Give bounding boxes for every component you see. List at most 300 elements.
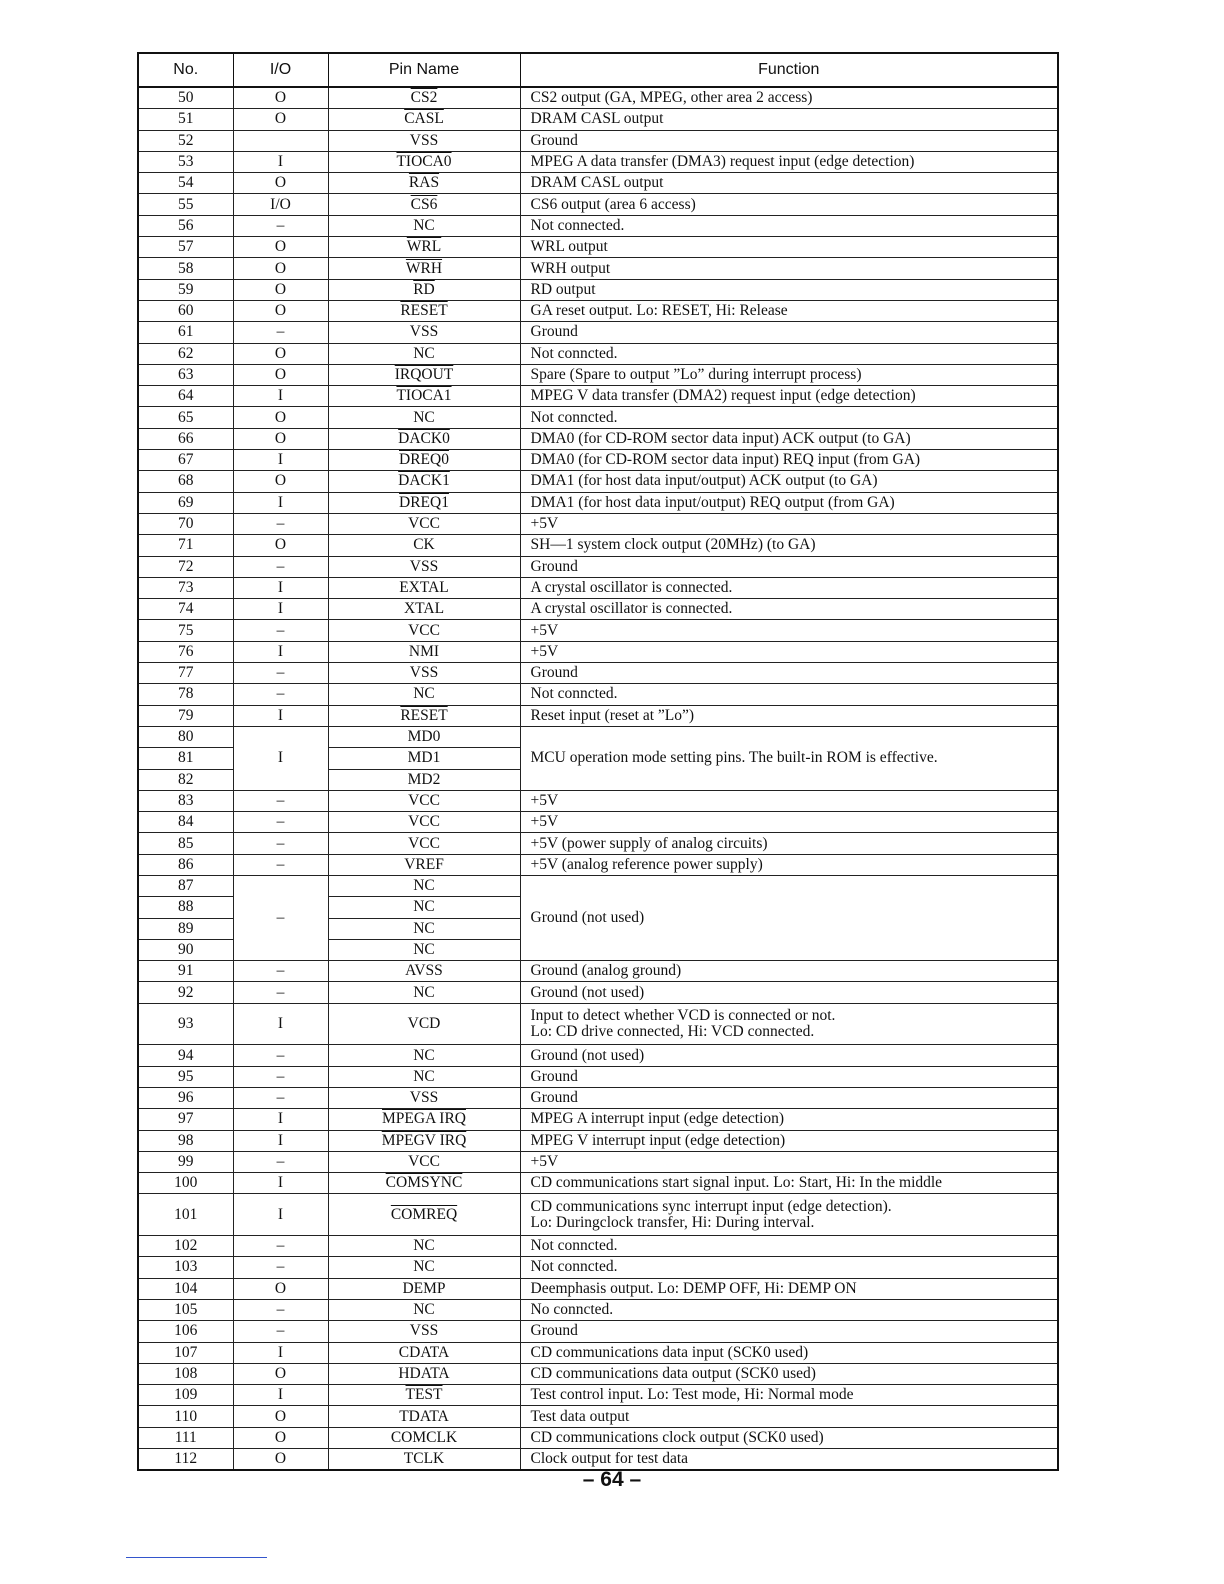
table-row — [138, 1321, 1058, 1342]
pin-name-text: MD0 — [407, 728, 441, 746]
pin-name — [328, 641, 520, 662]
row-number: 110 — [138, 1406, 233, 1427]
table-row — [138, 1045, 1058, 1066]
function-cell: +5V (power supply of analog circuits) — [520, 833, 1058, 854]
table-row — [138, 556, 1058, 577]
pin-name-text: NC — [413, 408, 435, 426]
pin-name — [328, 939, 520, 960]
row-number: 97 — [138, 1109, 233, 1130]
pin-name — [328, 87, 520, 109]
function-cell: MPEG A interrupt input (edge detection) — [520, 1109, 1058, 1130]
function-cell: +5V — [520, 641, 1058, 662]
pin-name-text: COMREQ — [390, 1205, 458, 1223]
io-cell: – — [233, 556, 328, 577]
pin-name-text: TIOCA1 — [396, 387, 452, 405]
function-cell: Not conncted. — [520, 1236, 1058, 1257]
io-cell: I — [233, 1003, 328, 1045]
table-row — [138, 961, 1058, 982]
pin-name — [328, 1173, 520, 1194]
row-number: 95 — [138, 1066, 233, 1087]
pin-name — [328, 1299, 520, 1320]
io-cell: I — [233, 1194, 328, 1236]
table-row — [138, 1236, 1058, 1257]
table-row — [138, 875, 1058, 896]
pin-name — [328, 194, 520, 215]
pin-name-text: NC — [413, 216, 435, 234]
function-cell: MPEG V data transfer (DMA2) request input (edge detection) — [520, 386, 1058, 407]
table-row — [138, 1342, 1058, 1363]
io-cell: – — [233, 812, 328, 833]
pin-name — [328, 258, 520, 279]
pin-name — [328, 300, 520, 321]
pin-name-text: DREQ0 — [399, 451, 449, 469]
function-cell: Not connected. — [520, 215, 1058, 236]
pin-name-text: NC — [413, 1258, 435, 1276]
pin-name — [328, 492, 520, 513]
row-number: 69 — [138, 492, 233, 513]
pin-name-text: IRQOUT — [394, 366, 454, 383]
pin-name — [328, 897, 520, 918]
pin-name — [328, 1257, 520, 1278]
row-number: 92 — [138, 982, 233, 1003]
pin-name-text: NC — [413, 1046, 435, 1064]
pin-name — [328, 151, 520, 172]
pin-name-text: CK — [413, 536, 435, 554]
function-cell: GA reset output. Lo: RESET, Hi: Release — [520, 300, 1058, 321]
row-number: 66 — [138, 428, 233, 449]
row-number: 94 — [138, 1045, 233, 1066]
pin-name-text: CDATA — [398, 1343, 450, 1361]
table-row — [138, 215, 1058, 236]
pin-name-text: VCC — [408, 834, 440, 852]
function-cell: Clock output for test data — [520, 1449, 1058, 1471]
pin-name — [328, 812, 520, 833]
pin-name-text: VSS — [409, 1089, 439, 1107]
function-cell: No conncted. — [520, 1299, 1058, 1320]
pin-name — [328, 109, 520, 130]
function-cell: RD output — [520, 279, 1058, 300]
table-row — [138, 1427, 1058, 1448]
pin-name — [328, 1321, 520, 1342]
table-row — [138, 364, 1058, 385]
header-function: Function — [520, 53, 1058, 87]
pin-name — [328, 450, 520, 471]
pin-name-text: VCC — [408, 515, 440, 533]
function-cell: +5V — [520, 812, 1058, 833]
pin-name — [328, 790, 520, 811]
function-cell: MCU operation mode setting pins. The built-in ROM is effective. — [520, 726, 1058, 790]
header-io: I/O — [233, 53, 328, 87]
io-cell: O — [233, 471, 328, 492]
pin-name — [328, 705, 520, 726]
pin-name — [328, 599, 520, 620]
pin-name-text: VCC — [408, 813, 440, 831]
table-row — [138, 513, 1058, 534]
pin-name — [328, 1003, 520, 1045]
pin-name — [328, 1194, 520, 1236]
row-number: 103 — [138, 1257, 233, 1278]
pin-name — [328, 918, 520, 939]
pin-name — [328, 1385, 520, 1406]
row-number: 68 — [138, 471, 233, 492]
io-cell: O — [233, 407, 328, 428]
function-cell: DMA1 (for host data input/output) REQ output (from GA) — [520, 492, 1058, 513]
pin-name-text: MPEGA IRQ — [382, 1110, 466, 1128]
pin-name-text: VSS — [409, 1322, 439, 1340]
function-line-2: Lo: CD drive connected, Hi: VCD connected. — [530, 1023, 815, 1041]
table-row — [138, 663, 1058, 684]
io-cell: – — [233, 1321, 328, 1342]
pin-name — [328, 322, 520, 343]
pin-name-text: XTAL — [403, 600, 445, 618]
row-number: 93 — [138, 1003, 233, 1045]
io-cell: – — [233, 1236, 328, 1257]
pin-name — [328, 1109, 520, 1130]
pin-name-text: NC — [413, 877, 435, 895]
table-row — [138, 300, 1058, 321]
pin-name-text: COMCLK — [390, 1428, 458, 1446]
pin-name — [328, 1342, 520, 1363]
pin-name — [328, 1087, 520, 1108]
table-row — [138, 1130, 1058, 1151]
pin-name — [328, 513, 520, 534]
function-cell: CS6 output (area 6 access) — [520, 194, 1058, 215]
table-row — [138, 1194, 1058, 1236]
row-number: 73 — [138, 577, 233, 598]
row-number: 79 — [138, 705, 233, 726]
io-cell: O — [233, 109, 328, 130]
function-line-1: Input to detect whether VCD is connected or not. — [530, 1007, 836, 1025]
pin-name-text: TCLK — [403, 1450, 445, 1468]
row-number: 65 — [138, 407, 233, 428]
function-line-1: CD communications sync interrupt input (edge detection). — [530, 1197, 892, 1215]
pin-name — [328, 386, 520, 407]
row-number: 53 — [138, 151, 233, 172]
row-number: 86 — [138, 854, 233, 875]
row-number: 70 — [138, 513, 233, 534]
table-row — [138, 599, 1058, 620]
function-cell: WRL output — [520, 237, 1058, 258]
pin-name-text: VSS — [409, 323, 439, 341]
pin-name — [328, 684, 520, 705]
table-row — [138, 194, 1058, 215]
function-cell: CD communications data input (SCK0 used) — [520, 1342, 1058, 1363]
pin-name — [328, 620, 520, 641]
table-row — [138, 279, 1058, 300]
io-cell: – — [233, 961, 328, 982]
table-row — [138, 109, 1058, 130]
table-row — [138, 237, 1058, 258]
pin-name — [328, 833, 520, 854]
row-number: 72 — [138, 556, 233, 577]
io-cell: O — [233, 364, 328, 385]
pin-name-text: CS2 — [410, 89, 438, 107]
function-cell: CD communications data output (SCK0 used) — [520, 1363, 1058, 1384]
io-cell: – — [233, 1257, 328, 1278]
function-cell: Not conncted. — [520, 407, 1058, 428]
pin-name-text: $\overline{WRL}$ — [406, 238, 442, 256]
pin-name — [328, 961, 520, 982]
row-number: 91 — [138, 961, 233, 982]
pin-name — [328, 471, 520, 492]
function-cell: Not conncted. — [520, 684, 1058, 705]
function-cell: DMA1 (for host data input/output) ACK output (to GA) — [520, 471, 1058, 492]
pin-name-text: $\overline{RAS}$ — [408, 174, 440, 192]
io-cell: O — [233, 173, 328, 194]
row-number: 107 — [138, 1342, 233, 1363]
pin-name — [328, 130, 520, 151]
pin-name — [328, 1066, 520, 1087]
function-cell: +5V — [520, 620, 1058, 641]
row-number: 78 — [138, 684, 233, 705]
function-cell: Test data output — [520, 1406, 1058, 1427]
function-cell: Ground — [520, 663, 1058, 684]
function-cell: Test control input. Lo: Test mode, Hi: Normal mode — [520, 1385, 1058, 1406]
function-cell: CD communications start signal input. Lo: Start, Hi: In the middle — [520, 1173, 1058, 1194]
pin-name-text: NC — [413, 1237, 435, 1255]
table-row — [138, 1363, 1058, 1384]
io-cell: – — [233, 1066, 328, 1087]
table-row — [138, 833, 1058, 854]
io-cell: I — [233, 705, 328, 726]
row-number: 59 — [138, 279, 233, 300]
table-row — [138, 854, 1058, 875]
table-row — [138, 87, 1058, 109]
pin-name-text: CS6 — [410, 195, 438, 213]
pin-name — [328, 577, 520, 598]
pin-name-text: $\overline{WRH}$ — [405, 259, 443, 277]
io-cell: – — [233, 663, 328, 684]
pin-name — [328, 1151, 520, 1172]
table-row — [138, 1257, 1058, 1278]
pin-name-text: VCD — [407, 1015, 441, 1033]
row-number: 109 — [138, 1385, 233, 1406]
io-cell: O — [233, 1278, 328, 1299]
io-cell: O — [233, 343, 328, 364]
function-cell: Ground — [520, 322, 1058, 343]
table-row — [138, 386, 1058, 407]
table-row — [138, 492, 1058, 513]
io-cell: O — [233, 300, 328, 321]
io-cell: O — [233, 258, 328, 279]
row-number: 76 — [138, 641, 233, 662]
io-cell: – — [233, 1151, 328, 1172]
io-cell: I — [233, 726, 328, 790]
table-row — [138, 471, 1058, 492]
row-number: 112 — [138, 1449, 233, 1471]
row-number: 77 — [138, 663, 233, 684]
io-cell: I — [233, 577, 328, 598]
io-cell: – — [233, 513, 328, 534]
row-number: 62 — [138, 343, 233, 364]
table-row — [138, 130, 1058, 151]
table-row — [138, 620, 1058, 641]
header-row — [138, 53, 1058, 87]
table-row — [138, 1406, 1058, 1427]
table-row — [138, 982, 1058, 1003]
table-row — [138, 258, 1058, 279]
io-cell: O — [233, 1406, 328, 1427]
pin-name-text: VCC — [408, 621, 440, 639]
row-number: 71 — [138, 535, 233, 556]
row-number: 56 — [138, 215, 233, 236]
function-cell: +5V (analog reference power supply) — [520, 854, 1058, 875]
function-cell: MPEG A data transfer (DMA3) request input (edge detection) — [520, 151, 1058, 172]
row-number: 57 — [138, 237, 233, 258]
pin-name-text: VCC — [408, 791, 440, 809]
pin-name — [328, 1363, 520, 1384]
io-cell: I — [233, 1109, 328, 1130]
pin-name-text: NC — [413, 983, 435, 1001]
row-number: 52 — [138, 130, 233, 151]
function-cell: WRH output — [520, 258, 1058, 279]
io-cell: O — [233, 87, 328, 109]
function-cell: Deemphasis output. Lo: DEMP OFF, Hi: DEMP ON — [520, 1278, 1058, 1299]
io-cell: O — [233, 237, 328, 258]
function-cell: +5V — [520, 1151, 1058, 1172]
function-cell: Not conncted. — [520, 1257, 1058, 1278]
row-number: 104 — [138, 1278, 233, 1299]
function-cell: MPEG V interrupt input (edge detection) — [520, 1130, 1058, 1151]
row-number: 55 — [138, 194, 233, 215]
io-cell: I — [233, 599, 328, 620]
function-cell: Spare (Spare to output ”Lo” during interrupt process) — [520, 364, 1058, 385]
pin-name — [328, 769, 520, 790]
io-cell: I — [233, 492, 328, 513]
row-number: 96 — [138, 1087, 233, 1108]
row-number: 89 — [138, 918, 233, 939]
io-cell: I — [233, 1342, 328, 1363]
pin-name — [328, 1236, 520, 1257]
pin-name — [328, 407, 520, 428]
table-row — [138, 343, 1058, 364]
pin-name-text: COMSYNC — [385, 1174, 463, 1192]
pin-name-text: DREQ1 — [399, 493, 449, 511]
pin-name-text: NMI — [408, 642, 440, 660]
function-cell: Reset input (reset at ”Lo”) — [520, 705, 1058, 726]
row-number: 111 — [138, 1427, 233, 1448]
table-row — [138, 641, 1058, 662]
row-number: 99 — [138, 1151, 233, 1172]
row-number: 101 — [138, 1194, 233, 1236]
pin-name-text: HDATA — [398, 1364, 450, 1382]
function-cell: Ground — [520, 1066, 1058, 1087]
io-cell: I/O — [233, 194, 328, 215]
pin-name-text: VREF — [404, 855, 444, 873]
pin-name-text: MD1 — [407, 749, 441, 767]
pin-name — [328, 343, 520, 364]
table-body — [138, 87, 1058, 1470]
pin-name — [328, 215, 520, 236]
pin-name-text: NC — [413, 1301, 435, 1319]
io-cell: – — [233, 982, 328, 1003]
io-cell: I — [233, 151, 328, 172]
row-number: 98 — [138, 1130, 233, 1151]
function-cell — [520, 1194, 1058, 1236]
function-cell: Ground (analog ground) — [520, 961, 1058, 982]
pin-name-text: EXTAL — [399, 578, 449, 596]
pin-name-text: NC — [413, 685, 435, 703]
io-cell: – — [233, 1045, 328, 1066]
footnote-rule — [126, 1557, 267, 1558]
function-cell: DRAM CASL output — [520, 109, 1058, 130]
row-number: 51 — [138, 109, 233, 130]
io-cell: – — [233, 215, 328, 236]
pin-name-text: CASL — [404, 110, 444, 128]
pin-name-text: NC — [413, 941, 435, 959]
pin-name — [328, 748, 520, 769]
pin-name — [328, 364, 520, 385]
pin-name-text: TIOCA0 — [396, 153, 452, 171]
io-cell: – — [233, 1299, 328, 1320]
table-row — [138, 1151, 1058, 1172]
table-row — [138, 1087, 1058, 1108]
pin-name-text: RESET — [400, 302, 448, 320]
row-number: 61 — [138, 322, 233, 343]
row-number: 80 — [138, 726, 233, 747]
io-cell: – — [233, 790, 328, 811]
function-cell: Ground — [520, 1321, 1058, 1342]
row-number: 50 — [138, 87, 233, 109]
pin-name-text: NC — [413, 344, 435, 362]
io-cell: O — [233, 1427, 328, 1448]
io-cell: O — [233, 279, 328, 300]
function-cell: DRAM CASL output — [520, 173, 1058, 194]
row-number: 105 — [138, 1299, 233, 1320]
row-number: 88 — [138, 897, 233, 918]
table-row — [138, 705, 1058, 726]
function-cell: Not conncted. — [520, 343, 1058, 364]
pin-name — [328, 854, 520, 875]
function-cell — [520, 1003, 1058, 1045]
pin-name-text: VCC — [408, 1152, 440, 1170]
row-number: 58 — [138, 258, 233, 279]
table-row — [138, 173, 1058, 194]
pin-name — [328, 663, 520, 684]
function-cell: DMA0 (for CD-ROM sector data input) REQ input (from GA) — [520, 450, 1058, 471]
row-number: 106 — [138, 1321, 233, 1342]
io-cell — [233, 130, 328, 151]
page-number: – 64 – — [582, 1468, 642, 1491]
function-cell: +5V — [520, 790, 1058, 811]
row-number: 63 — [138, 364, 233, 385]
pin-name-text: VSS — [409, 557, 439, 575]
io-cell: – — [233, 875, 328, 960]
row-number: 85 — [138, 833, 233, 854]
table-row — [138, 1066, 1058, 1087]
function-cell: SH—1 system clock output (20MHz) (to GA) — [520, 535, 1058, 556]
io-cell: O — [233, 428, 328, 449]
pin-name — [328, 1427, 520, 1448]
row-number: 84 — [138, 812, 233, 833]
table-row — [138, 790, 1058, 811]
pin-name — [328, 982, 520, 1003]
function-cell: +5V — [520, 513, 1058, 534]
row-number: 81 — [138, 748, 233, 769]
io-cell: – — [233, 1087, 328, 1108]
table-row — [138, 322, 1058, 343]
io-cell: – — [233, 684, 328, 705]
pin-name-text: MPEGV IRQ — [381, 1131, 467, 1149]
header-no: No. — [138, 53, 233, 87]
function-cell: Ground — [520, 556, 1058, 577]
function-cell: CS2 output (GA, MPEG, other area 2 access) — [520, 87, 1058, 109]
header-pin-name: Pin Name — [328, 53, 520, 87]
pin-function-table — [137, 52, 1059, 1471]
io-cell: O — [233, 535, 328, 556]
io-cell: I — [233, 450, 328, 471]
row-number: 74 — [138, 599, 233, 620]
